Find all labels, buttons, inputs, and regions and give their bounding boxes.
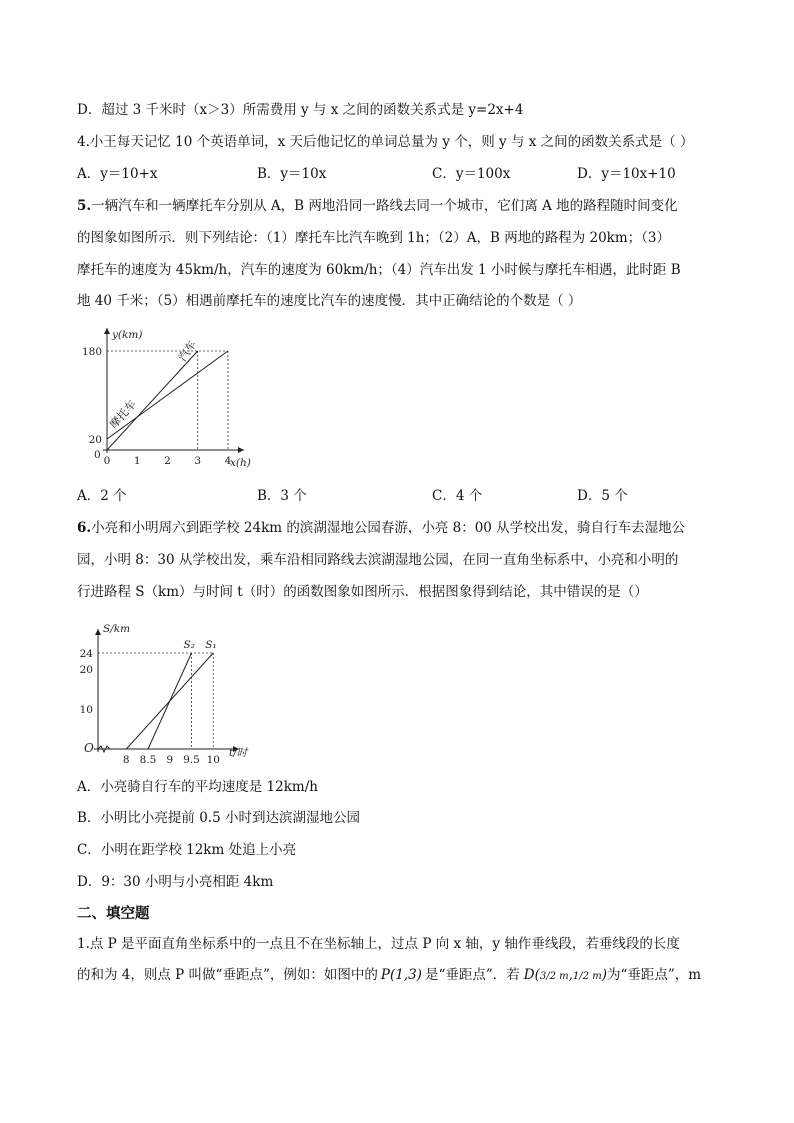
q4-option-a: A．y＝10+x [77,166,158,182]
fill1-point-d [524,967,607,983]
series-line-0 [107,351,198,450]
q6-option-a: A．小亮骑自行车的平均速度是 12km/h [77,779,318,795]
origin-label: 0 [94,449,101,461]
q4-option-b: B．y＝10x [257,166,327,182]
series-line-1 [126,653,213,749]
q5-option-b: B．3 个 [257,488,307,504]
series-label-1: S₁ [205,639,217,651]
fill1-d-open: D( [523,967,540,983]
y-tick-label: 180 [81,346,102,358]
fill1-d-sep: , [568,967,573,983]
series-label-car: 汽车 [175,338,200,364]
x-tick-label: 8 [122,754,130,766]
q6-line-1 [77,519,685,537]
q5-line-4: 地 40 千米；（5）相遇前摩托车的速度比汽车的速度慢．其中正确结论的个数是（ ） [77,293,582,309]
q5-option-d: D．5 个 [577,488,628,504]
series-label-motorcycle: 摩托车 [107,397,139,432]
x-axis-title: x(h) [230,457,251,469]
y-axis-arrow [104,328,110,334]
q5-option-a: A．2 个 [77,488,127,504]
q6-option-b: B．小明比小亮提前 0.5 小时到达滨湖湿地公园 [77,810,360,826]
x-tick-label: 1 [133,455,141,467]
q4-option-d: D．y＝10x+10 [577,166,676,182]
q5-line-1 [77,197,678,215]
q4-option-c: C．y＝100x [432,166,511,182]
y-axis-arrow [95,629,101,635]
y-tick-label: 24 [79,648,93,660]
x-axis-title: t/时 [229,747,248,759]
q6-option-c: C．小明在距学校 12km 处追上小亮 [77,842,297,858]
series-line-1 [107,351,228,439]
fill1-text-c: 为“垂距点”，m [606,967,702,983]
fill1-line-1: 1.点 P 是平面直角坐标系中的一点且不在坐标轴上，过点 P 向 x 轴，y 轴作垂线段，若垂线段的长度 [77,936,680,952]
y-tick-label: 20 [88,434,102,446]
q5-chart [80,322,270,472]
fill1-point-p: P(1,3) [380,967,422,983]
q3-option-d: D．超过 3 千米时（x＞3）所需费用 y 与 x 之间的函数关系式是 y=2x+4 [77,102,524,118]
fill1-line-2 [77,966,701,986]
fill1-text-b: 是“垂距点”．若 [424,967,520,983]
q6-number: 6. [77,520,92,536]
q5-line-2: 的图象如图所示．则下列结论：（1）摩托车比汽车晚到 1h；（2）A，B 两地的路程为 20km；（3） [77,230,671,246]
x-tick-label: 3 [194,455,202,467]
y-axis-title: y(km) [112,329,143,341]
q6-text-1: 小亮和小明周六到距学校 24km 的滨湖湿地公园春游，小亮 8：00 从学校出发，骑自行车去湿地公 [91,520,686,536]
q6-line-2: 园，小明 8：30 从学校出发，乘车沿相同路线去滨湖湿地公园，在同一直角坐标系中，小亮和小明的 [77,552,679,568]
q5-option-c: C．4 个 [432,488,483,504]
q5-line-3: 摩托车的速度为 45km/h，汽车的速度为 60km/h；（4）汽车出发 1 小时候与摩托车相遇，此时距 B [77,262,681,278]
x-tick-label: 9 [166,754,174,766]
x-tick-label: 10 [206,754,220,766]
y-axis-title: S/km [103,623,131,635]
x-tick-label: 0 [103,455,111,467]
origin-label: O [84,741,94,755]
q6-chart [77,616,267,766]
x-tick-label: 9.5 [183,754,200,766]
x-tick-label: 8.5 [139,754,157,766]
series-label-0: S₂ [183,639,195,651]
fill1-d-y: 1/2 m [572,971,602,982]
fill1-d-close: ) [601,967,607,983]
fill1-text-a: 的和为 4，则点 P 叫做“垂距点”，例如：如图中的 [77,967,378,983]
fill1-d-x: 3/2 m [539,971,569,982]
q5-text-1: 一辆汽车和一辆摩托车分别从 A，B 两地沿同一路线去同一个城市，它们离 A 地的路程随时间变化 [91,198,678,214]
x-tick-label: 4 [224,455,232,467]
q6-line-3: 行进路程 S（km）与时间 t（时）的函数图象如图所示．根据图象得到结论，其中错误的是（） [77,584,648,600]
x-tick-label: 2 [164,455,171,467]
y-tick-label: 10 [79,704,93,716]
q4-stem: 4.小王每天记忆 10 个英语单词，x 天后他记忆的单词总量为 y 个，则 y 与 x 之间的函数关系式是（ ） [77,134,694,150]
y-tick-label: 20 [79,664,93,676]
section-heading-fill-in: 二、填空题 [77,906,150,922]
q6-option-d: D．9：30 小明与小亮相距 4km [77,874,274,890]
x-axis-arrow [238,447,244,453]
q5-number: 5. [77,198,92,214]
